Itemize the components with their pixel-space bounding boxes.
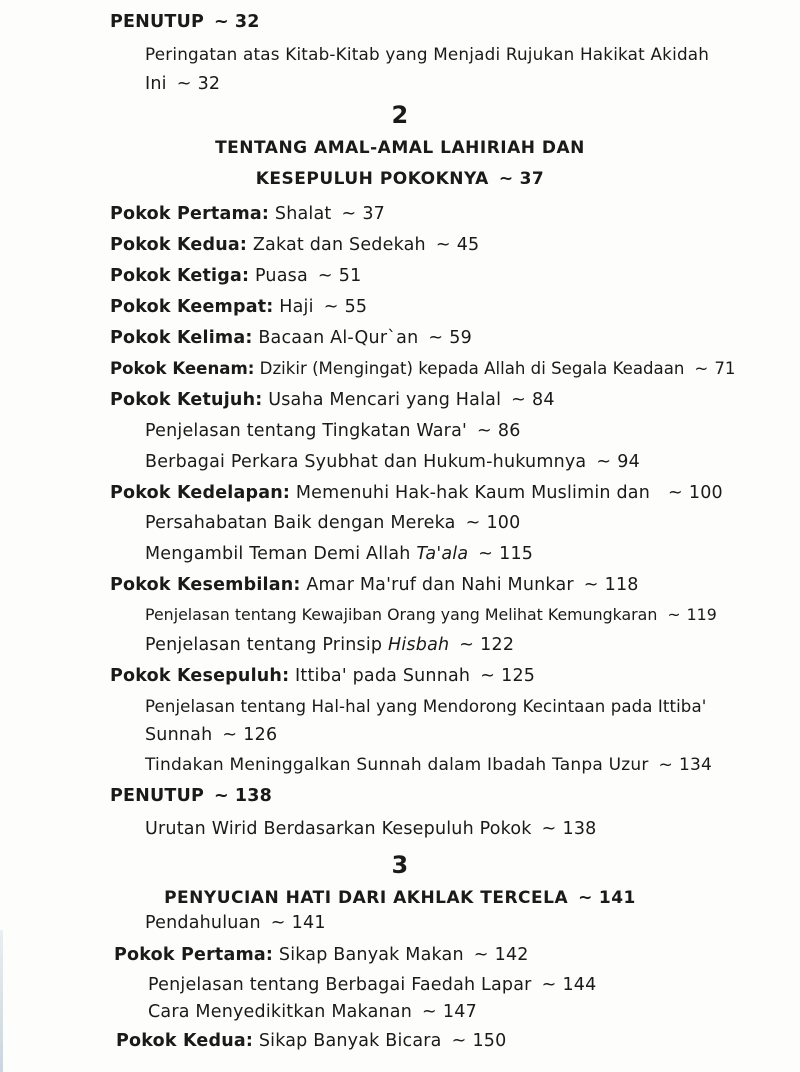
toc-entry-penutup — [110, 10, 260, 34]
entry-separator: ~ — [323, 297, 339, 317]
entry-label: PENUTUP — [110, 786, 205, 806]
entry-page: 55 — [344, 297, 368, 317]
entry-separator: ~ — [583, 575, 599, 595]
entry-separator: ~ — [428, 328, 444, 348]
entry-page: 59 — [449, 328, 472, 348]
entry-text: Ittiba' pada Sunnah — [295, 666, 471, 686]
entry-page: 147 — [442, 1002, 477, 1022]
toc-entry — [110, 481, 723, 505]
entry-separator: ~ — [465, 513, 481, 533]
entry-separator: ~ — [498, 169, 514, 189]
section-number: 2 — [391, 101, 409, 129]
entry-label: Pokok Ketiga: — [110, 266, 250, 286]
entry-label: Pokok Pertama: — [110, 204, 270, 224]
entry-page: 45 — [456, 235, 480, 255]
entry-separator: ~ — [667, 605, 681, 624]
entry-separator: ~ — [668, 483, 683, 503]
entry-text: Shalat — [274, 204, 332, 224]
entry-text-italic: Ta'ala — [416, 544, 469, 564]
entry-text: Sikap Banyak Bicara — [258, 1031, 442, 1051]
entry-label: Pokok Keempat: — [110, 297, 274, 317]
toc-subentry — [145, 450, 640, 474]
entry-page: 138 — [234, 786, 273, 806]
entry-page: 118 — [604, 575, 639, 595]
entry-page: 141 — [598, 888, 636, 908]
toc-subentry-continuation — [145, 723, 277, 747]
toc-subentry — [145, 695, 706, 719]
toc-subentry — [145, 419, 521, 443]
entry-separator: ~ — [480, 666, 496, 686]
entry-label: Pokok Keenam: — [110, 359, 255, 378]
entry-separator: ~ — [422, 1002, 437, 1022]
entry-text: Zakat dan Sedekah — [252, 235, 426, 255]
entry-text: Haji — [279, 297, 314, 317]
entry-text: Urutan Wirid Berdasarkan Kesepuluh Pokok — [145, 819, 532, 839]
entry-page: 37 — [519, 169, 545, 189]
entry-page: 138 — [562, 819, 597, 839]
entry-separator: ~ — [658, 755, 673, 775]
toc-subentry — [145, 911, 326, 935]
toc-entry — [110, 664, 535, 688]
toc-entry-penutup — [110, 784, 272, 808]
entry-separator: ~ — [478, 544, 494, 564]
entry-separator: ~ — [578, 888, 593, 908]
entry-page: 100 — [688, 483, 723, 503]
entry-text: Cara Menyedikitkan Makanan — [148, 1002, 413, 1022]
entry-page: 119 — [686, 605, 717, 624]
entry-label: Pokok Kesepuluh: — [110, 666, 290, 686]
entry-label: PENUTUP — [110, 12, 205, 32]
entry-separator: ~ — [694, 359, 709, 378]
entry-text: Penjelasan tentang Kewajiban Orang yang Melihat Kemungkaran — [145, 605, 658, 624]
toc-entry — [116, 1029, 506, 1053]
entry-separator: ~ — [176, 74, 192, 94]
entry-label: Pokok Kedua: — [110, 235, 248, 255]
section-number: 3 — [391, 851, 409, 879]
entry-label: Pokok Pertama: — [114, 945, 274, 965]
entry-text: Persahabatan Baik dengan Mereka — [145, 513, 456, 533]
toc-entry — [110, 357, 735, 381]
entry-separator: ~ — [459, 635, 475, 655]
toc-entry — [110, 202, 385, 226]
entry-separator: ~ — [596, 452, 612, 472]
toc-entry — [110, 233, 479, 257]
entry-label: Pokok Ketujuh: — [110, 390, 263, 410]
entry-page: 126 — [243, 725, 278, 745]
entry-page: 115 — [499, 544, 534, 564]
toc-subentry — [145, 603, 717, 627]
toc-entry — [110, 295, 367, 319]
entry-separator: ~ — [222, 725, 238, 745]
toc-subentry — [145, 511, 520, 535]
entry-separator: ~ — [214, 786, 229, 806]
entry-text: Ini — [145, 74, 167, 94]
entry-separator: ~ — [451, 1031, 467, 1051]
entry-text: Penjelasan tentang Tingkatan Wara' — [145, 421, 468, 441]
toc-entry — [110, 573, 639, 597]
toc-entry — [110, 326, 472, 350]
entry-label: Pokok Kedelapan: — [110, 483, 291, 503]
entry-separator: ~ — [214, 12, 229, 32]
entry-separator: ~ — [541, 819, 557, 839]
entry-page: 84 — [532, 390, 555, 410]
entry-separator: ~ — [317, 266, 333, 286]
section-title-text: PENYUCIAN HATI DARI AKHLAK TERCELA — [164, 888, 569, 908]
entry-text-italic: Hisbah — [388, 635, 450, 655]
toc-subentry — [148, 973, 596, 997]
entry-text: Peringatan atas Kitab-Kitab yang Menjadi Rujukan Hakikat Akidah — [145, 44, 710, 64]
entry-text: Berbagai Perkara Syubhat dan Hukum-hukumnya — [145, 452, 587, 472]
entry-text: Sunnah — [145, 725, 213, 745]
entry-text: Mengambil Teman Demi Allah — [145, 544, 411, 564]
entry-text: Tindakan Meninggalkan Sunnah dalam Ibadah Tanpa Uzur — [145, 755, 649, 775]
entry-page: 86 — [497, 421, 521, 441]
entry-text: Puasa — [254, 266, 308, 286]
entry-label: Pokok Kedua: — [116, 1031, 254, 1051]
entry-text: Penjelasan tentang Berbagai Faedah Lapar — [148, 975, 532, 995]
entry-page: 142 — [494, 945, 529, 965]
toc-subentry — [145, 753, 712, 777]
entry-text: Amar Ma'ruf dan Nahi Munkar — [306, 575, 574, 595]
entry-text: Dzikir (Mengingat) kepada Allah di Segala Keadaan — [259, 359, 685, 378]
page-edge-shadow — [0, 930, 3, 1072]
entry-page: 51 — [338, 266, 362, 286]
entry-text: Usaha Mencari yang Halal — [268, 390, 502, 410]
entry-page: 32 — [234, 12, 260, 32]
entry-page: 134 — [678, 755, 713, 775]
entry-page: 71 — [714, 359, 736, 378]
toc-subentry — [145, 633, 514, 657]
entry-separator: ~ — [435, 235, 451, 255]
entry-page: 125 — [501, 666, 536, 686]
entry-text: Pendahuluan — [145, 913, 261, 933]
toc-subentry-continuation — [145, 72, 220, 96]
section-title-line2 — [0, 167, 800, 191]
section-title: TENTANG AMAL-AMAL LAHIRIAH DAN — [215, 138, 585, 158]
entry-page: 94 — [617, 452, 640, 472]
section-title-text: KESEPULUH POKOKNYA — [255, 169, 489, 189]
toc-subentry — [145, 817, 597, 841]
toc-entry — [110, 264, 361, 288]
entry-text: Penjelasan tentang Hal-hal yang Mendorong Kecintaan pada Ittiba' — [145, 697, 707, 716]
toc-entry — [110, 388, 555, 412]
entry-page: 144 — [562, 975, 597, 995]
entry-page: 150 — [472, 1031, 507, 1051]
entry-separator: ~ — [477, 421, 492, 441]
section-title-line — [0, 886, 800, 910]
toc-entry — [114, 943, 529, 967]
entry-page: 141 — [291, 913, 326, 933]
entry-separator: ~ — [511, 390, 527, 410]
entry-page: 32 — [197, 74, 221, 94]
entry-page: 37 — [362, 204, 386, 224]
entry-separator: ~ — [341, 204, 357, 224]
entry-page: 100 — [486, 513, 521, 533]
entry-text: Bacaan Al-Qur`an — [258, 328, 419, 348]
entry-separator: ~ — [270, 913, 286, 933]
entry-text: Sikap Banyak Makan — [278, 945, 464, 965]
toc-subentry — [148, 1000, 477, 1024]
entry-label: Pokok Kesembilan: — [110, 575, 301, 595]
entry-text: Penjelasan tentang Prinsip — [145, 635, 383, 655]
toc-subentry — [145, 542, 533, 566]
entry-label: Pokok Kelima: — [110, 328, 253, 348]
entry-separator: ~ — [541, 975, 557, 995]
toc-subentry — [145, 42, 709, 66]
entry-text: Memenuhi Hak-hak Kaum Muslimin dan — [295, 483, 650, 503]
entry-page: 122 — [480, 635, 515, 655]
entry-separator: ~ — [473, 945, 489, 965]
